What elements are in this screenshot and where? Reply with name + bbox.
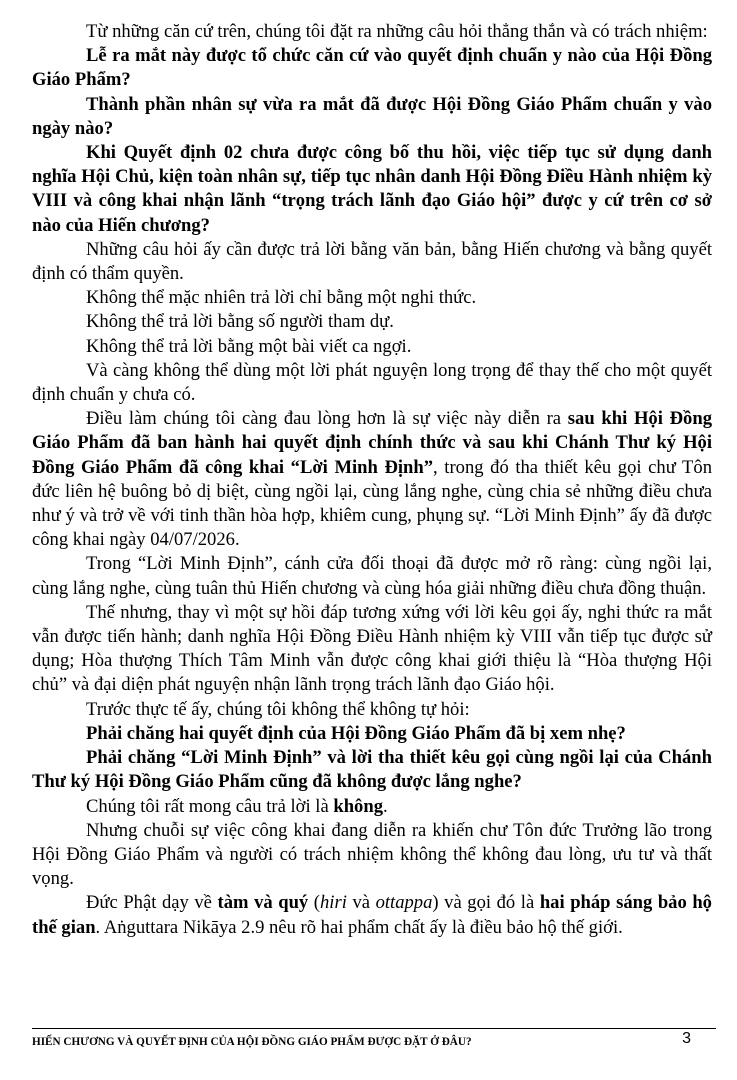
paragraph-hope-answer: Chúng tôi rất mong câu trả lời là không. (86, 795, 388, 817)
paragraph-intro: Từ những căn cứ trên, chúng tôi đặt ra những câu hỏi thẳng thắn và có trách nhiệm: (86, 21, 708, 42)
question-charter-basis: Khi Quyết định 02 chưa được công bố thu hồi, việc tiếp tục sử dụng danh nghĩa Hội Chủ, kiện toàn nhân sự, tiếp tục nhân danh Hội Đồng Điều Hành nhiệm kỳ VIII và công khai nhận lãnh “trọng trách lãnh đạo Giáo hội” được y cứ trên cơ sở nào của Hiến chương? (32, 142, 712, 236)
paragraph-saddened: Điều làm chúng tôi càng đau lòng hơn là sự việc này diễn ra sau khi Hội Đồng Giáo Phẩm đã ban hành hai quyết định chính thức và sau khi Chánh Thư ký Hội Đồng Giáo Phẩm đã công khai “Lời Minh Định”, trong đó tha thiết kêu gọi chư Tôn đức liên hệ buông bỏ dị biệt, cùng ngồi lại, cùng lắng nghe, cùng chia sẻ những điều chưa như ý và trở về với tinh thần hòa hợp, khiêm cung, phụng sự. “Lời Minh Định” ấy đã được công khai ngày 04/07/2026. (32, 408, 712, 551)
paragraph-self-question: Trước thực tế ấy, chúng tôi không thể không tự hỏi: (86, 698, 470, 720)
question-decisions-ignored: Phải chăng hai quyết định của Hội Đồng Giáo Phẩm đã bị xem nhẹ? (86, 722, 626, 744)
paragraph-not-ritual: Không thể mặc nhiên trả lời chỉ bằng một nghi thức. (86, 287, 477, 309)
question-launch-basis: Lễ ra mắt này được tổ chức căn cứ vào quyết định chuẩn y nào của Hội Đồng Giáo Phẩm? (32, 45, 712, 91)
paragraph-buddha-teaching: Đức Phật dạy về tàm và quý (hiri và ottappa) và gọi đó là hai pháp sáng bảo hộ thế gian. Aṅguttara Nikāya 2.9 nêu rõ hai phẩm chất ấy là điều bảo hộ thế giới. (32, 892, 712, 938)
document-body (32, 20, 712, 940)
page-number: 3 (682, 1030, 691, 1047)
paragraph-not-praise: Không thể trả lời bằng một bài viết ca ngợi. (86, 335, 412, 357)
paragraph-sorrow: Nhưng chuỗi sự việc công khai đang diễn ra khiến chư Tôn đức Trưởng lão trong Hội Đồng Giáo Phẩm và người có trách nhiệm không thể không đau lòng, ưu tư và thất vọng. (32, 819, 712, 890)
paragraph-answer-requirement: Những câu hỏi ấy cần được trả lời bằng văn bản, bằng Hiến chương và bằng quyết định có thẩm quyền. (32, 238, 712, 285)
question-call-unheard: Phải chăng “Lời Minh Định” và lời tha thiết kêu gọi cùng ngồi lại của Chánh Thư ký Hội Đồng Giáo Phẩm cũng đã không được lắng nghe? (32, 747, 712, 793)
paragraph-dialogue-open: Trong “Lời Minh Định”, cánh cửa đối thoại đã được mở rõ ràng: cùng ngồi lại, cùng lắng nghe, cùng tuân thủ Hiến chương và cùng hóa giải những điều chưa đồng thuận. (32, 553, 712, 599)
paragraph-not-vow: Và càng không thể dùng một lời phát nguyện long trọng để thay thế cho một quyết định chuẩn y chưa có. (32, 359, 712, 406)
footer-divider (32, 1028, 716, 1029)
paragraph-not-attendance: Không thể trả lời bằng số người tham dự. (86, 311, 394, 333)
footer-title: HIẾN CHƯƠNG VÀ QUYẾT ĐỊNH CỦA HỘI ĐỒNG GIÁO PHẨM ĐƯỢC ĐẶT Ở ĐÂU? (32, 1036, 472, 1048)
paragraph-ceremony-proceeded: Thế nhưng, thay vì một sự hồi đáp tương xứng với lời kêu gọi ấy, nghi thức ra mắt vẫn được tiến hành; danh nghĩa Hội Đồng Điều Hành nhiệm kỳ VIII vẫn tiếp tục được sử dụng; Hòa thượng Thích Tâm Minh vẫn được công khai giới thiệu là “Hòa thượng Hội chủ” và đại diện phát nguyện nhận lãnh trọng trách lãnh đạo Giáo hội. (32, 601, 712, 696)
question-approval-date: Thành phần nhân sự vừa ra mắt đã được Hội Đồng Giáo Phẩm chuẩn y vào ngày nào? (32, 93, 712, 139)
